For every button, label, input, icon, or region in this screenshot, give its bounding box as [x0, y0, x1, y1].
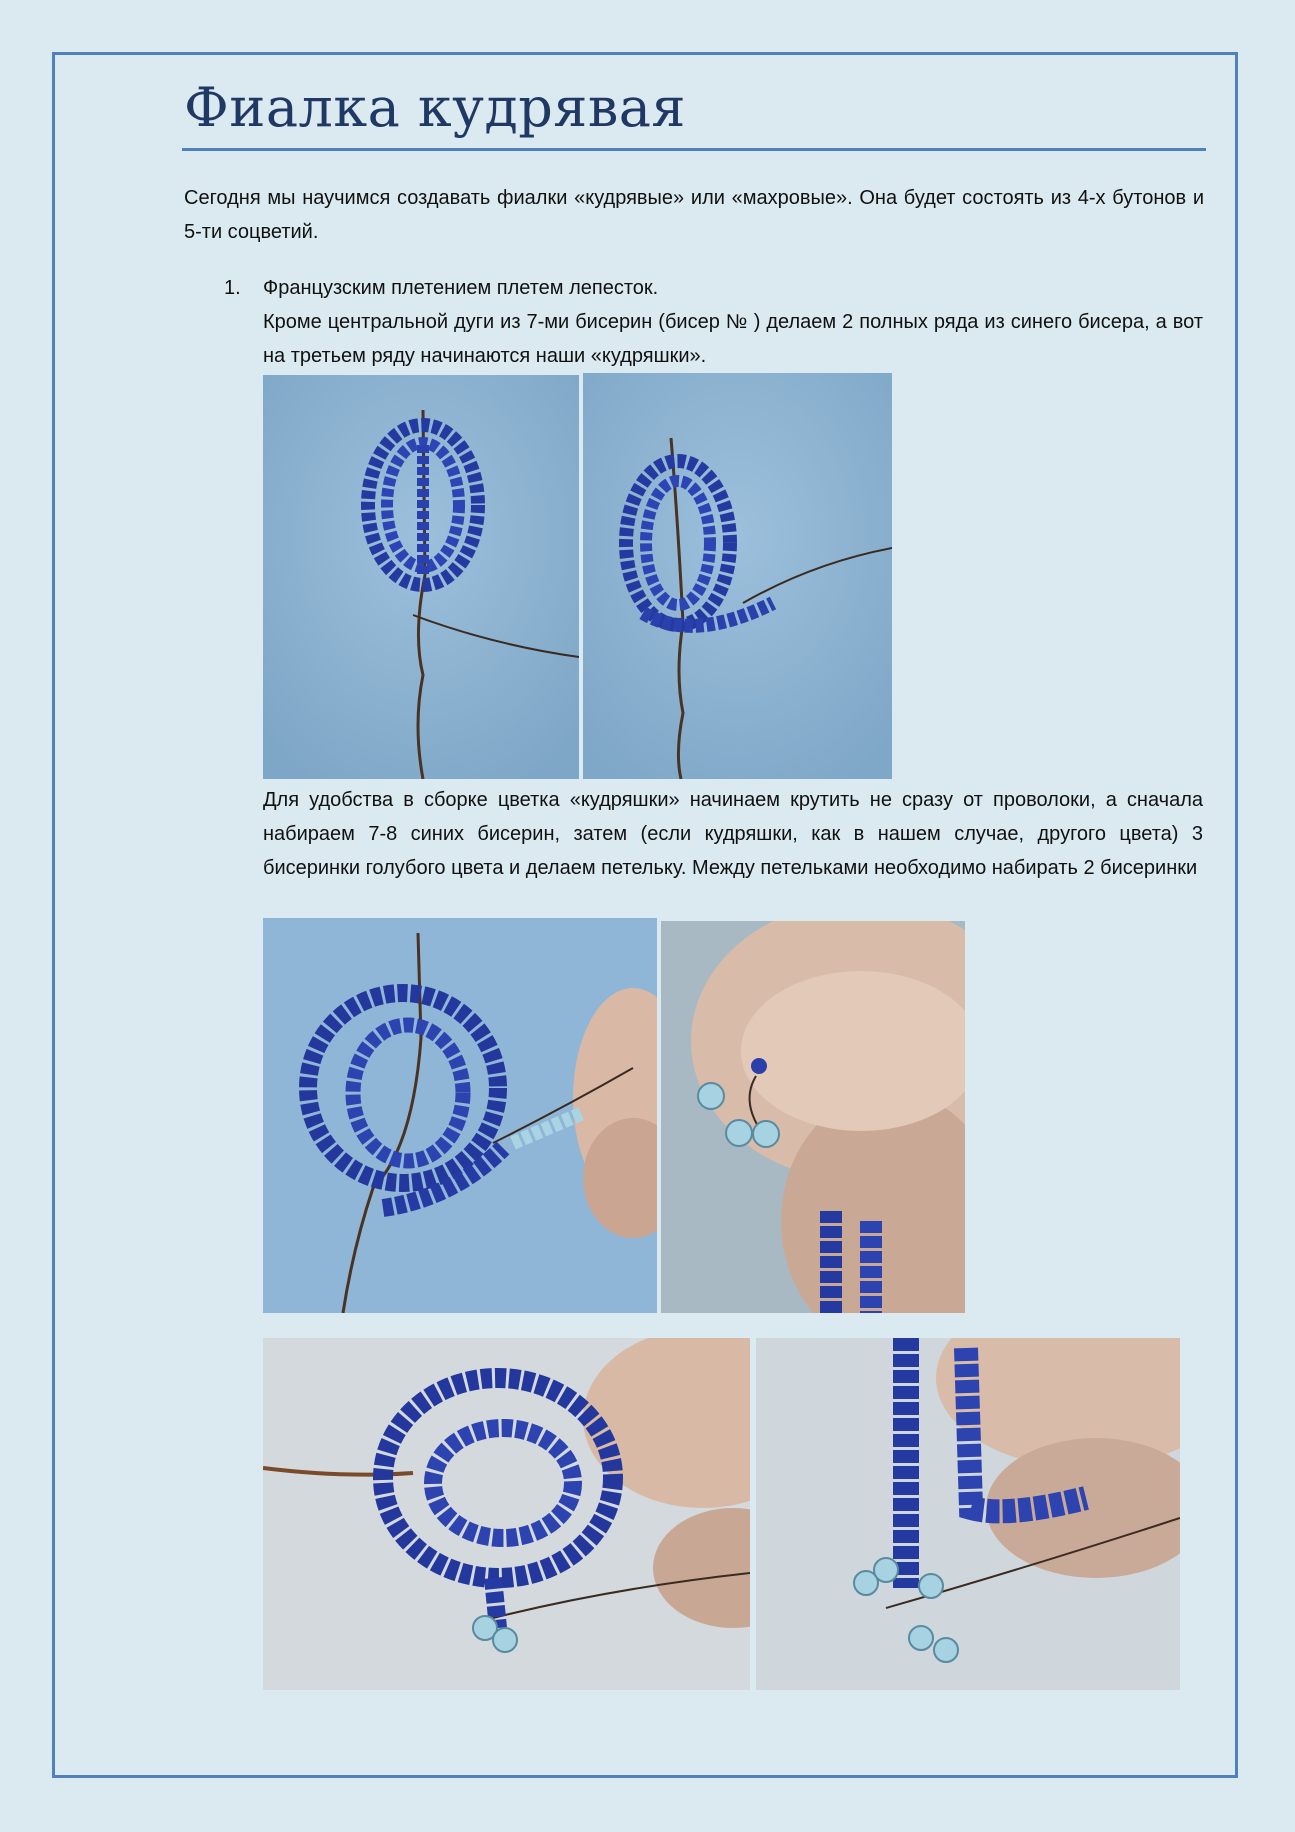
- paragraph-curls: Для удобства в сборке цветка «кудряшки» начинаем крутить не сразу от проволоки, а сначала набираем 7-8 синих бисерин, затем (если кудряшки, как в нашем случае, другого цвета) 3 бисеринки голубого цвета и делаем петельку. Между петельками необходимо набирать 2 бисеринки: [263, 789, 1203, 879]
- step1-line1: Французским плетением плетем лепесток.: [263, 277, 659, 299]
- photo-curl-start: [263, 918, 657, 1313]
- photo-finger-loop: [661, 921, 965, 1313]
- title-underline: [182, 148, 1206, 151]
- photo-petal-1: [263, 375, 579, 779]
- list-item-number: 1.: [224, 277, 241, 299]
- photo-curl-loops: [756, 1338, 1180, 1690]
- photo-petal-2: [583, 373, 892, 779]
- page-title: Фиалка кудрявая: [184, 76, 686, 139]
- photo-curl-horizontal: [263, 1338, 750, 1690]
- intro-paragraph: Сегодня мы научимся создавать фиалки «кудрявые» или «махровые». Она будет состоять из 4-х бутонов и 5-ти соцветий.: [184, 187, 1204, 243]
- list-item-step-1: [263, 271, 1203, 373]
- step1-line2: Кроме центральной дуги из 7-ми бисерин (бисер № ) делаем 2 полных ряда из синего бисера, а вот на третьем ряду начинаются наши «кудряшки».: [263, 311, 1203, 367]
